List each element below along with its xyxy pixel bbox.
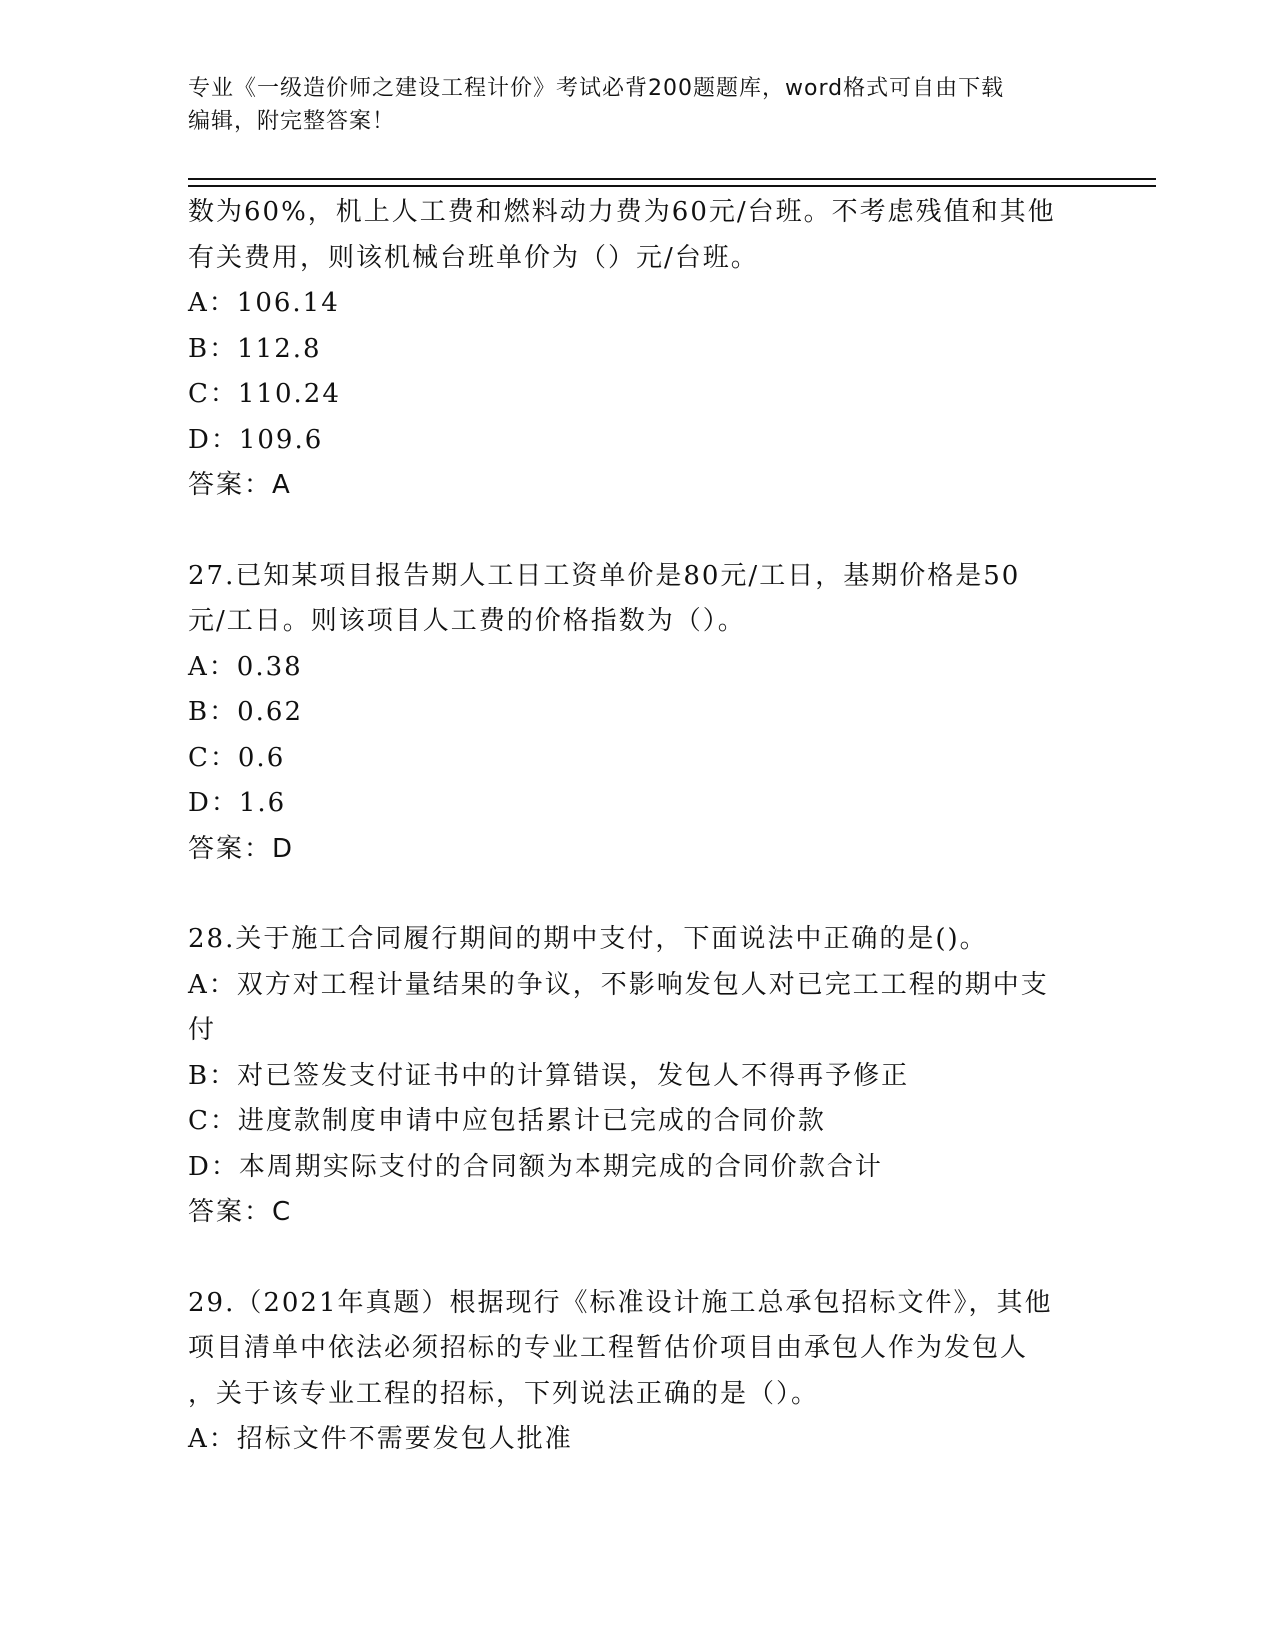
option-c: C：进度款制度申请中应包括累计已完成的合同价款	[188, 1106, 826, 1136]
option-b: B：0.62	[188, 697, 303, 727]
question-stem: 元/工日。则该项目人工费的价格指数为（）。	[188, 606, 746, 636]
option-a: A：双方对工程计量结果的争议，不影响发包人对已完工工程的期中支	[188, 969, 1049, 1000]
header-divider-bottom	[188, 185, 1156, 187]
header-divider-top	[188, 178, 1156, 180]
option-b: B：对已签发支付证书中的计算错误，发包人不得再予修正	[188, 1060, 910, 1091]
question-stem: 项目清单中依法必须招标的专业工程暂估价项目由承包人作为发包人	[188, 1333, 1029, 1363]
answer-label: 答案：D	[188, 833, 295, 864]
question-list	[188, 190, 1088, 1463]
option-c: C：110.24	[188, 379, 341, 409]
answer-label: 答案：C	[188, 1197, 293, 1227]
question-29	[188, 1281, 1088, 1463]
question-27	[188, 554, 1088, 873]
question-26	[188, 190, 1088, 509]
option-d: D：本周期实际支付的合同额为本期完成的合同价款合计	[188, 1151, 883, 1182]
question-stem: 29.（2021年真题）根据现行《标准设计施工总承包招标文件》，其他	[188, 1287, 1053, 1318]
spacer	[188, 872, 1088, 917]
option-d: D：109.6	[188, 424, 324, 455]
question-stem: 数为60%，机上人工费和燃料动力费为60元/台班。不考虑残值和其他	[188, 197, 1056, 227]
option-a: A：招标文件不需要发包人批准	[188, 1424, 573, 1454]
question-stem: 有关费用，则该机械台班单价为（）元/台班。	[188, 242, 759, 273]
document-header	[188, 72, 1088, 138]
spacer	[188, 509, 1088, 554]
option-b: B：112.8	[188, 333, 322, 364]
option-d: D：1.6	[188, 788, 287, 818]
header-title-line-2: 编辑，附完整答案！	[188, 109, 396, 134]
question-stem: 27.已知某项目报告期人工日工资单价是80元/工日，基期价格是50	[188, 560, 1021, 591]
question-stem: 28.关于施工合同履行期间的期中支付，下面说法中正确的是()。	[188, 924, 988, 954]
question-28	[188, 917, 1088, 1236]
option-a-continued: 付	[188, 1015, 217, 1045]
question-stem: ，关于该专业工程的招标，下列说法正确的是（）。	[188, 1378, 820, 1409]
header-title-line-1: 专业《一级造价师之建设工程计价》考试必背200题题库，word格式可自由下载	[188, 76, 1005, 101]
spacer	[188, 1236, 1088, 1281]
option-a: A：106.14	[188, 288, 340, 318]
answer-label: 答案：A	[188, 470, 292, 500]
option-c: C：0.6	[188, 742, 286, 773]
option-a: A：0.38	[188, 651, 303, 682]
